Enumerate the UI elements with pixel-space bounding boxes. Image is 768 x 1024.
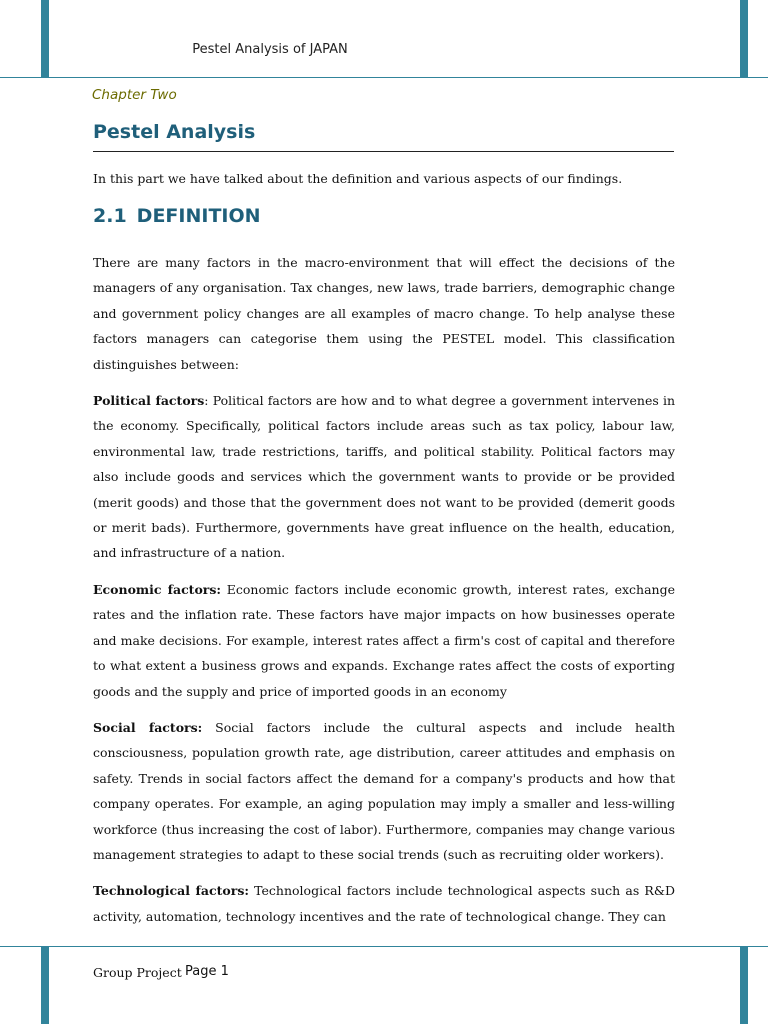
body-text	[93, 250, 675, 940]
technological-paragraph	[93, 878, 675, 929]
political-label: Political factors	[93, 393, 205, 409]
technological-text: Technological factors include technological aspects such as R&D activity, automation, technology incentives and the rate of technological change. They can	[93, 883, 675, 924]
intro-paragraph: In this part we have talked about the definition and various aspects of our findings.	[93, 171, 623, 186]
social-text: Social factors include the cultural aspects and include health consciousness, population growth rate, age distribution, career attitudes and emphasis on safety. Trends in social factors affect the demand for a company's products and how that company operates. For example, an aging population may imply a smaller and less-willing workforce (thus increasing the cost of labor). Furthermore, companies may change various management strategies to adapt to these social trends (such as recruiting older workers).	[93, 719, 675, 862]
footer-right-bar	[740, 946, 748, 1024]
social-label: Social factors:	[93, 719, 203, 735]
header-left-bar	[41, 0, 49, 78]
economic-text: Economic factors include economic growth, interest rates, exchange rates and the inflation rate. These factors have major impacts on how businesses operate and make decisions. For example, interest rates affect a firm's cost of capital and therefore to what extent a business grows and expands. Exchange rates affect the costs of exporting goods and the supply and price of imported goods in an economy	[93, 581, 676, 699]
section-number: 2.1	[93, 205, 127, 227]
section-heading-text: DEFINITION	[136, 205, 261, 227]
header-right-bar	[740, 0, 748, 78]
footer-rule	[0, 946, 768, 947]
chapter-label: Chapter Two	[92, 87, 177, 103]
overview-paragraph: There are many factors in the macro-environment that will effect the decisions of the managers of any organisation. Tax changes, new laws, trade barriers, demographic change and government policy changes are all examples of macro change. To help analyse these factors managers can categorise them using the PESTEL model. This classification distinguishes between:	[93, 255, 675, 372]
running-header: Pestel Analysis of JAPAN	[192, 42, 348, 57]
section-heading	[93, 205, 261, 227]
political-text: : Political factors are how and to what degree a government intervenes in the economy. Specifically, political factors include areas such as tax policy, labour law, environmental law, trade restrictions, tariffs, and political stability. Political factors may also include goods and services which the government wants to provide or be provided (merit goods) and those that the government does not want to be provided (demerit goods or merit bads). Furthermore, governments have great influence on the health, education, and infrastructure of a nation.	[93, 393, 675, 561]
footer-left-bar	[41, 946, 49, 1024]
technological-label: Technological factors:	[93, 883, 249, 899]
title-underline	[93, 151, 674, 152]
economic-paragraph	[93, 577, 675, 704]
social-paragraph	[93, 715, 675, 867]
footer-project: Group Project	[93, 965, 182, 980]
page-title: Pestel Analysis	[93, 121, 256, 143]
header-rule	[0, 77, 768, 78]
political-paragraph	[93, 388, 675, 566]
economic-label: Economic factors:	[93, 581, 222, 597]
footer-page-number: Page 1	[185, 964, 229, 979]
